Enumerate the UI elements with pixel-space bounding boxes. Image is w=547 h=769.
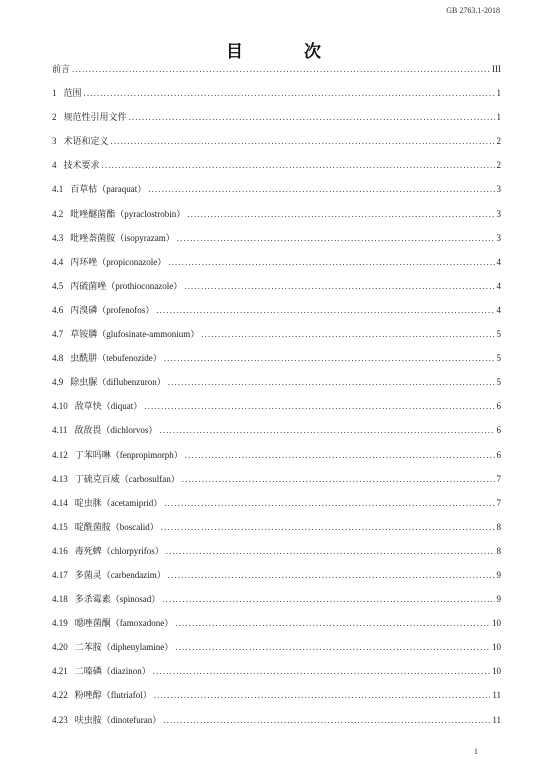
toc-entry-label: 草铵膦（glufosinate-ammonium） — [70, 329, 200, 340]
toc-entry[interactable] — [52, 183, 501, 207]
toc-entry-number: 4.22 — [52, 690, 68, 701]
toc-entry-page: 5 — [496, 329, 501, 340]
toc-entry[interactable] — [52, 593, 501, 617]
toc-entry-number: 4.1 — [52, 184, 64, 195]
toc-leader-dots — [175, 641, 490, 653]
toc-entry-number: 4.19 — [52, 618, 68, 629]
toc-entry[interactable] — [52, 424, 501, 448]
toc-entry-label: 丁硫克百威（carbosulfan） — [74, 473, 180, 484]
toc-entry-page: 4 — [496, 304, 501, 315]
toc-entry[interactable] — [52, 208, 501, 232]
toc-entry-label: 丙溴磷（profenofos） — [70, 304, 155, 315]
toc-entry-page: 8 — [496, 521, 501, 532]
toc-leader-dots — [166, 545, 495, 557]
toc-entry-page: 11 — [492, 714, 501, 725]
toc-entry-label: 吡唑萘菌胺（isopyrazam） — [70, 232, 175, 243]
toc-entry-number: 4 — [52, 160, 57, 171]
toc-entry[interactable] — [52, 665, 501, 689]
toc-entry-label: 丙环唑（propiconazole） — [70, 256, 167, 267]
toc-leader-dots — [161, 521, 495, 533]
toc-entry-label: 二苯胺（diphenylamine） — [74, 642, 174, 653]
toc-entry-label: 吡唑醚菌酯（pyraclostrobin） — [70, 208, 186, 219]
toc-entry-number: 4.23 — [52, 714, 68, 725]
toc-entry-label: 除虫脲（diflubenzuron） — [70, 377, 166, 388]
toc-entry-number: 4.7 — [52, 329, 64, 340]
toc-entry-page: 2 — [496, 160, 501, 171]
toc-entry-page: 10 — [492, 618, 501, 629]
toc-entry-label: 敌草快（diquat） — [74, 401, 143, 412]
toc-entry-number: 2 — [52, 112, 57, 123]
toc-entry-label: 前言 — [52, 64, 71, 74]
toc-entry-number: 4.17 — [52, 569, 68, 580]
toc-leader-dots — [168, 376, 495, 388]
toc-entry[interactable] — [52, 159, 501, 183]
toc-entry-label: 呋虫胺（dinotefuran） — [74, 714, 162, 725]
toc-entry[interactable] — [52, 473, 501, 497]
toc-entry-page: 8 — [496, 545, 501, 556]
toc-entry-page: III — [492, 64, 501, 74]
toc-entry-number: 4.6 — [52, 304, 64, 315]
toc-entry-page: 7 — [496, 497, 501, 508]
toc-leader-dots — [163, 714, 490, 726]
toc-entry-number: 4.21 — [52, 666, 68, 677]
toc-entry-label: 丁苯吗啉（fenpropimorph） — [74, 449, 183, 460]
toc-entry-number: 4.3 — [52, 232, 64, 243]
toc-entry-label: 范围 — [63, 88, 82, 99]
toc-entry-number: 3 — [52, 136, 57, 147]
toc-leader-dots — [168, 256, 494, 268]
toc-leader-dots — [72, 63, 490, 75]
toc-entry-label: 啶酰菌胺（boscalid） — [74, 521, 159, 532]
toc-entry-number: 4.2 — [52, 208, 64, 219]
toc-entry[interactable] — [52, 400, 501, 424]
toc-entry-number: 1 — [52, 88, 57, 99]
toc-entry-number: 4.16 — [52, 545, 68, 556]
toc-entry-page: 1 — [496, 112, 501, 123]
toc-leader-dots — [187, 208, 494, 220]
toc-entry[interactable] — [52, 521, 501, 545]
toc-entry[interactable] — [52, 569, 501, 593]
page-title: 目 次 — [226, 42, 343, 61]
toc-entry-page: 9 — [496, 569, 501, 580]
toc-entry-page: 11 — [492, 690, 501, 701]
toc-entry[interactable] — [52, 714, 501, 738]
toc-leader-dots — [164, 497, 494, 509]
toc-entry-label: 技术要求 — [63, 160, 100, 171]
toc-entry-number: 4.20 — [52, 642, 68, 653]
toc-entry[interactable] — [52, 352, 501, 376]
toc-entry[interactable] — [52, 256, 501, 280]
toc-entry-label: 多杀霉素（spinosad） — [74, 594, 161, 605]
toc-entry-page: 3 — [496, 208, 501, 219]
toc-leader-dots — [177, 232, 495, 244]
toc-leader-dots — [159, 424, 494, 436]
toc-entry-page: 9 — [496, 594, 501, 605]
toc-entry-number: 4.10 — [52, 401, 68, 412]
toc-entry-number: 4.9 — [52, 377, 64, 388]
toc-entry[interactable] — [52, 232, 501, 256]
toc-entry-number: 4.4 — [52, 256, 64, 267]
toc-leader-dots — [175, 617, 490, 629]
toc-leader-dots — [201, 328, 494, 340]
toc-entry[interactable] — [52, 63, 501, 87]
standard-code: GB 2763.1-2018 — [446, 6, 500, 15]
toc-entry-page: 6 — [496, 449, 501, 460]
toc-leader-dots — [162, 593, 494, 605]
toc-leader-dots — [84, 87, 495, 99]
toc-entry-number: 4.8 — [52, 353, 64, 364]
toc-entry-page: 3 — [496, 232, 501, 243]
toc-entry-number: 4.18 — [52, 594, 68, 605]
toc-leader-dots — [111, 135, 495, 147]
toc-leader-dots — [182, 473, 495, 485]
toc-entry[interactable] — [52, 617, 501, 641]
toc-entry-label: 术语和定义 — [63, 136, 109, 147]
toc-entry-page: 7 — [496, 473, 501, 484]
toc-entry[interactable] — [52, 328, 501, 352]
toc-leader-dots — [164, 352, 495, 364]
toc-entry-number: 4.12 — [52, 449, 68, 460]
toc-entry[interactable] — [52, 545, 501, 569]
toc-entry[interactable] — [52, 87, 501, 111]
toc-entry[interactable] — [52, 135, 501, 159]
toc-entry-number: 4.13 — [52, 473, 68, 484]
toc-entry-label: 啶虫脒（acetamiprid） — [74, 497, 163, 508]
toc-entry-label: 粉唑醇（flutriafol） — [74, 690, 152, 701]
toc-entry-page: 6 — [496, 425, 501, 436]
toc-leader-dots — [144, 400, 494, 412]
toc-entry[interactable] — [52, 111, 501, 135]
toc-entry-label: 二嗪磷（diazinon） — [74, 666, 151, 677]
toc-leader-dots — [148, 183, 494, 195]
toc-entry-page: 1 — [496, 88, 501, 99]
toc-entry-number: 4.15 — [52, 521, 68, 532]
toc-entry[interactable] — [52, 641, 501, 665]
toc-entry-label: 毒死蜱（chlorpyrifos） — [74, 545, 164, 556]
toc-entry-page: 2 — [496, 136, 501, 147]
toc-entry[interactable] — [52, 280, 501, 304]
toc-entry-label: 规范性引用文件 — [63, 112, 127, 123]
toc-entry[interactable] — [52, 376, 501, 400]
toc-leader-dots — [168, 569, 495, 581]
toc-entry-page: 5 — [496, 353, 501, 364]
toc-entry-label: 多菌灵（carbendazim） — [74, 569, 166, 580]
toc-entry[interactable] — [52, 497, 501, 521]
toc-leader-dots — [184, 280, 494, 292]
toc-entry-page: 5 — [496, 377, 501, 388]
toc-leader-dots — [129, 111, 495, 123]
toc-entry-page: 4 — [496, 280, 501, 291]
toc-entry-page: 3 — [496, 184, 501, 195]
toc-entry-number: 4.5 — [52, 280, 64, 291]
toc-entry[interactable] — [52, 689, 501, 713]
toc-entry-label: 百草枯（paraquat） — [70, 184, 147, 195]
toc-entry-number: 4.14 — [52, 497, 68, 508]
toc-entry-label: 敌敌畏（dichlorvos） — [74, 425, 158, 436]
toc-entry-page: 4 — [496, 256, 501, 267]
toc-leader-dots — [156, 304, 494, 316]
toc-entry[interactable] — [52, 449, 501, 473]
toc-entry-number: 4.11 — [52, 425, 68, 436]
toc-entry-label: 噁唑菌酮（famoxadone） — [74, 618, 174, 629]
toc-leader-dots — [102, 159, 495, 171]
toc-entry-label: 丙硫菌唑（prothioconazole） — [70, 280, 183, 291]
toc-leader-dots — [153, 665, 490, 677]
table-of-contents — [52, 63, 501, 738]
toc-entry-page: 6 — [496, 401, 501, 412]
toc-entry-label: 虫酰肼（tebufenozide） — [70, 353, 162, 364]
toc-entry-page: 10 — [492, 666, 501, 677]
toc-entry-page: 10 — [492, 642, 501, 653]
toc-entry[interactable] — [52, 304, 501, 328]
toc-leader-dots — [154, 689, 491, 701]
toc-leader-dots — [185, 449, 495, 461]
page-number: 1 — [474, 747, 478, 756]
